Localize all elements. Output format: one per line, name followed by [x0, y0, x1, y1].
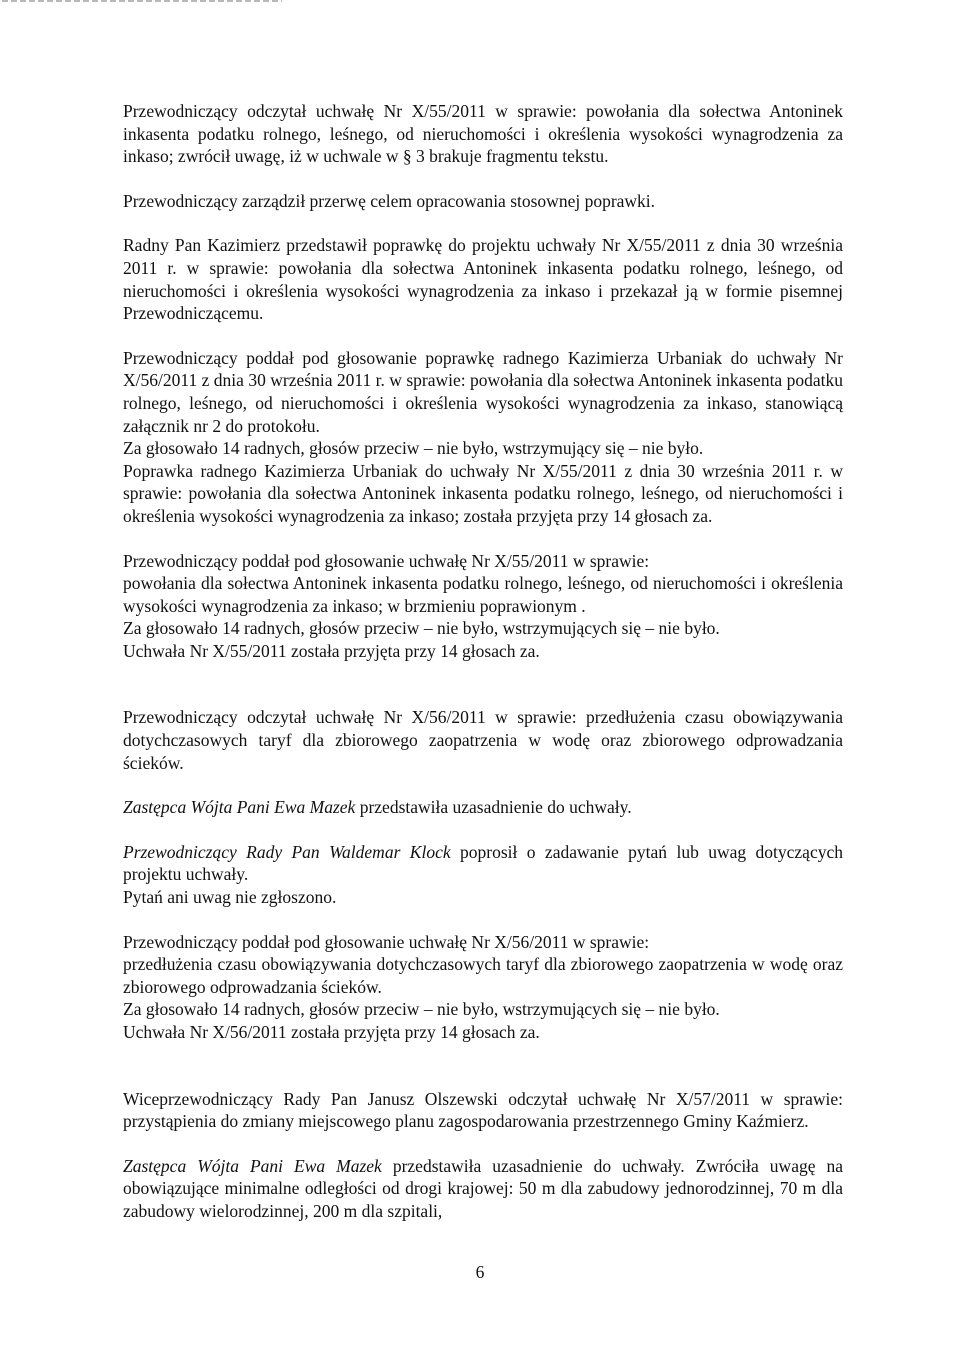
paragraph: powołania dla sołectwa Antoninek inkasenta podatku rolnego, leśnego, od nieruchomości i określenia wysokości wynagrodzenia za inkaso; w brzmieniu poprawionym .	[123, 573, 843, 616]
paragraph: Przewodniczący zarządził przerwę celem opracowania stosownej poprawki.	[123, 190, 656, 211]
paragraph-group	[123, 841, 843, 909]
paragraph	[123, 796, 843, 819]
speaker-name: Zastępca Wójta Pani Ewa Mazek	[123, 797, 356, 818]
paragraph: Pytań ani uwag nie zgłoszono.	[123, 887, 337, 908]
paragraph: Przewodniczący odczytał uchwałę Nr X/56/2011 w sprawie: przedłużenia czasu obowiązywania dotychczasowych taryf dla zbiorowego zaopatrzenia w wodę oraz zbiorowego odprowadzania ścieków.	[123, 707, 843, 773]
paragraph: Przewodniczący poddał pod głosowanie uchwałę Nr X/55/2011 w sprawie:	[123, 550, 650, 571]
paragraph-text: przedstawiła uzasadnienie do uchwały.	[359, 797, 632, 818]
speaker-name: Zastępca Wójta Pani Ewa Mazek	[123, 1155, 382, 1176]
paragraph: Wiceprzewodniczący Rady Pan Janusz Olszewski odczytał uchwałę Nr X/57/2011 w sprawie: przystąpienia do zmiany miejscowego planu zagospodarowania przestrzennego Gminy Kaźmierz.	[123, 1088, 843, 1132]
paragraph: Przewodniczący poddał pod głosowanie poprawkę radnego Kazimierza Urbaniak do uchwały Nr X/56/2011 z dnia 30 września 2011 r. w sprawie: powołania dla sołectwa Antoninek inkasenta podatku rolnego, leśnego, od nieruchomości i określenia wysokości wynagrodzenia za inkaso, stanowiącą załącznik nr 2 do protokołu.	[123, 347, 843, 436]
paragraph	[123, 1155, 843, 1223]
paragraph-group	[123, 347, 843, 528]
paragraph-text: przedstawiła uzasadnienie do uchwały. Zwróciła uwagę na obowiązujące minimalne odległości od drogi krajowej: 50 m dla zabudowy jednorodzinnej, 70 m dla zabudowy wielorodzinnej, 200 m dla szpitali,	[123, 1155, 843, 1221]
document-body	[123, 100, 843, 1223]
paragraph: przedłużenia czasu obowiązywania dotychczasowych taryf dla zbiorowego zaopatrzenia w wodę oraz zbiorowego odprowadzania ścieków.	[123, 954, 843, 997]
paragraph: Przewodniczący poddał pod głosowanie uchwałę Nr X/56/2011 w sprawie:	[123, 931, 650, 952]
paragraph	[123, 841, 843, 886]
paragraph: Uchwała Nr X/56/2011 została przyjęta przy 14 głosach za.	[123, 1022, 540, 1042]
paragraph: Poprawka radnego Kazimierza Urbaniak do uchwały Nr X/55/2011 z dnia 30 września 2011 r. w sprawie: powołania dla sołectwa Antoninek inkasenta podatku rolnego, leśnego, od nieruchomości i określenia wysokości wynagrodzenia za inkaso; została przyjęta przy 14 głosach za.	[123, 460, 843, 526]
paragraph: Za głosowało 14 radnych, głosów przeciw – nie było, wstrzymujących się – nie było.	[123, 618, 720, 639]
speaker-name: Przewodniczący Rady Pan Waldemar Klock	[123, 841, 451, 862]
paragraph: Za głosowało 14 radnych, głosów przeciw – nie było, wstrzymujący się – nie było.	[123, 438, 704, 459]
paragraph: Uchwała Nr X/55/2011 została przyjęta przy 14 głosach za.	[123, 640, 540, 661]
paragraph-text: poprosił o zadawanie pytań lub uwag dotyczących projektu uchwały.	[123, 841, 843, 885]
paragraph-group	[123, 550, 843, 663]
paragraph: Za głosowało 14 radnych, głosów przeciw – nie było, wstrzymujących się – nie było.	[123, 999, 720, 1020]
paragraph: Radny Pan Kazimierz przedstawił poprawkę do projektu uchwały Nr X/55/2011 z dnia 30 września 2011 r. w sprawie: powołania dla sołectwa Antoninek inkasenta podatku rolnego, leśnego, od nieruchomości i określenia wysokości wynagrodzenia za inkaso i przekazał ją w formie pisemnej Przewodniczącemu.	[123, 235, 843, 324]
paragraph: Przewodniczący odczytał uchwałę Nr X/55/2011 w sprawie: powołania dla sołectwa Antoninek inkasenta podatku rolnego, leśnego, od nieruchomości i określenia wysokości wynagrodzenia za inkaso; zwrócił uwagę, iż w uchwale w § 3 brakuje fragmentu tekstu.	[123, 101, 843, 167]
page-number: 6	[475, 1262, 485, 1282]
paragraph-group	[123, 931, 843, 1044]
scan-header-artifact	[2, 0, 282, 2]
